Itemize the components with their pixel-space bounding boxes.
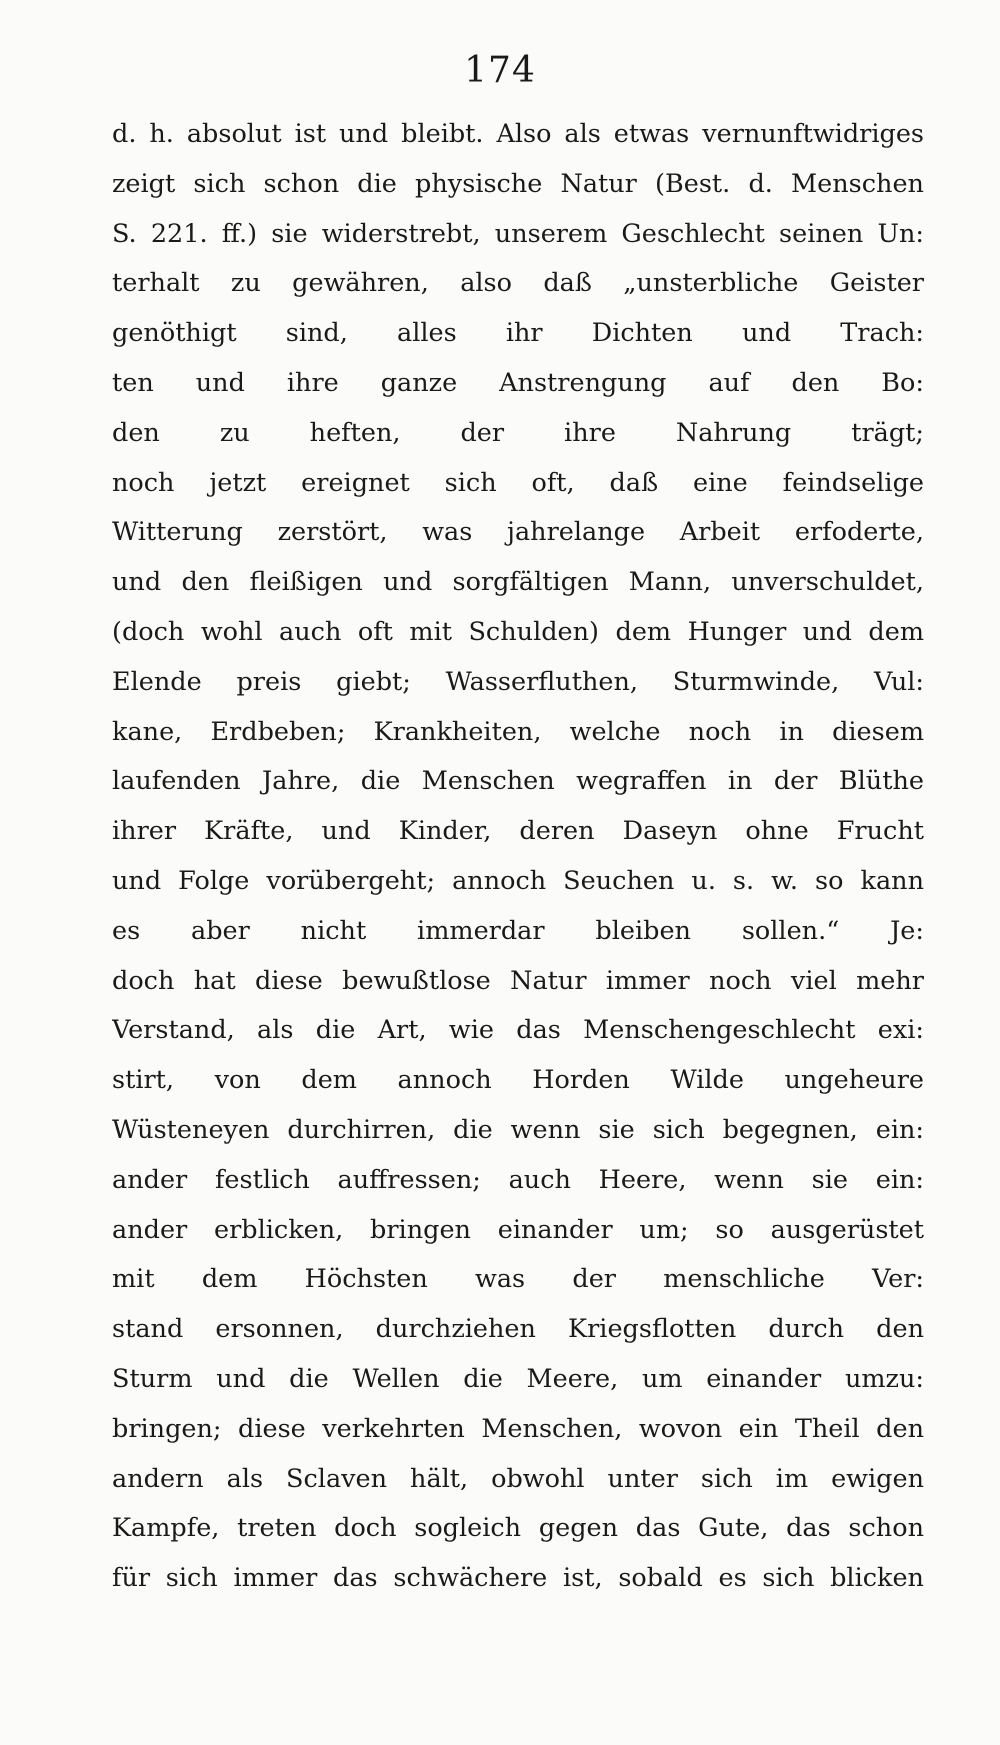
text-line: und Folge vorübergeht; annoch Seuchen u. s. w. so kann (112, 865, 924, 896)
text-line: terhalt zu gewähren, also daß „unsterbliche Geister (112, 268, 924, 299)
text-line: kane, Erdbeben; Krankheiten, welche noch in diesem (112, 716, 924, 747)
text-line: bringen; diese verkehrten Menschen, wovon ein Theil den (112, 1413, 924, 1444)
text-line: doch hat diese bewußtlose Natur immer noch viel mehr (112, 965, 924, 996)
text-line: und den fleißigen und sorgfältigen Mann, unverschuldet, (112, 567, 924, 598)
text-line: es aber nicht immerdar bleiben sollen.“ Je: (112, 915, 924, 946)
text-line: ihrer Kräfte, und Kinder, deren Daseyn ohne Frucht (112, 816, 924, 847)
text-line: ten und ihre ganze Anstrengung auf den Bo: (112, 367, 924, 398)
text-line: Wüsteneyen durchirren, die wenn sie sich begegnen, ein: (112, 1114, 924, 1145)
text-line: genöthigt sind, alles ihr Dichten und Trach: (112, 318, 924, 349)
text-line: Verstand, als die Art, wie das Menschengeschlecht exi: (112, 1015, 924, 1046)
text-line: Witterung zerstört, was jahrelange Arbeit erfoderte, (112, 517, 924, 548)
text-line: stand ersonnen, durchziehen Kriegsflotten durch den (112, 1314, 924, 1345)
text-line: d. h. absolut ist und bleibt. Also als etwas vernunftwidriges (112, 119, 924, 149)
text-line: für sich immer das schwächere ist, sobald es sich blicken (112, 1563, 924, 1594)
text-line: laufenden Jahre, die Menschen wegraffen in der Blüthe (112, 766, 924, 797)
text-line: zeigt sich schon die physische Natur (Best. d. Menschen (112, 168, 924, 199)
body-text (112, 110, 924, 1604)
text-line: Sturm und die Wellen die Meere, um einander umzu: (112, 1363, 924, 1394)
text-line: den zu heften, der ihre Nahrung trägt; (112, 417, 924, 448)
text-line: andern als Sclaven hält, obwohl unter sich im ewigen (112, 1463, 924, 1494)
page-number: 174 (464, 50, 536, 91)
text-line: noch jetzt ereignet sich oft, daß eine feindselige (112, 467, 924, 498)
text-line: ander erblicken, bringen einander um; so ausgerüstet (112, 1214, 924, 1245)
text-line: S. 221. ff.) sie widerstrebt, unserem Geschlecht seinen Un: (112, 218, 924, 249)
text-line: (doch wohl auch oft mit Schulden) dem Hunger und dem (112, 616, 924, 647)
text-line: mit dem Höchsten was der menschliche Ver: (112, 1264, 924, 1295)
text-line: Elende preis giebt; Wasserfluthen, Sturmwinde, Vul: (112, 666, 924, 697)
text-line: stirt, von dem annoch Horden Wilde ungeheure (112, 1065, 924, 1096)
text-line: Kampfe, treten doch sogleich gegen das Gute, das schon (112, 1513, 924, 1544)
text-line: ander festlich auffressen; auch Heere, wenn sie ein: (112, 1164, 924, 1195)
